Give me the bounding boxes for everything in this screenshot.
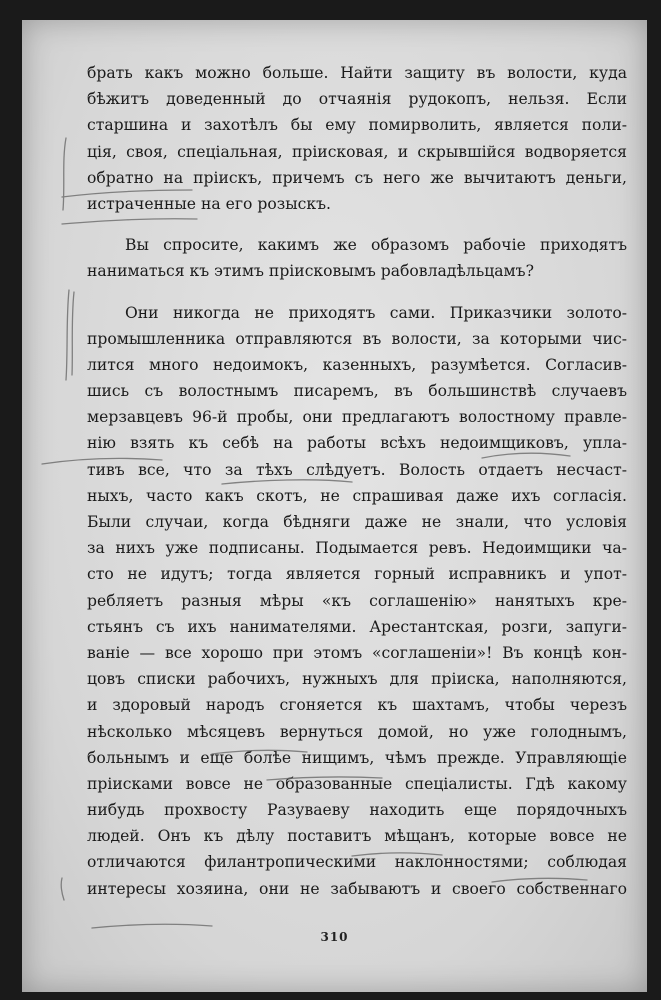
- text-line: людей. Онъ къ дѣлу поставитъ мѣщанъ, которые вовсе не: [87, 827, 627, 846]
- text-line: мерзавцевъ 96-й пробы, они предлагаютъ волостному правле-: [87, 408, 627, 427]
- paragraph-3: [87, 300, 627, 902]
- text-line: стьянъ съ ихъ нанимателями. Арестантская, розги, запуги-: [87, 617, 627, 636]
- text-line: Они никогда не приходятъ сами. Приказчики золото-: [125, 303, 627, 322]
- text-line: нѣсколько мѣсяцевъ вернуться домой, но уже голоднымъ,: [87, 722, 627, 741]
- text-line: старшина и захотѣлъ бы ему помирволить, является поли-: [87, 116, 627, 135]
- text-line: бѣжитъ доведенный до отчаянія рудокопъ, нельзя. Если: [87, 90, 627, 109]
- paragraph-2: [87, 232, 627, 284]
- text-line: обратно на пріискъ, причемъ съ него же вычитаютъ деньги,: [87, 168, 627, 187]
- text-line: Были случаи, когда бѣдняги даже не знали, что условія: [87, 513, 627, 531]
- text-line: ныхъ, часто какъ скотъ, не спрашивая даже ихъ согласія.: [87, 486, 627, 505]
- text-line: истраченные на его розыскъ.: [87, 194, 331, 213]
- text-line: ція, своя, спеціальная, пріисковая, и скрывшійся водворяется: [87, 142, 627, 161]
- page-number: 310: [320, 930, 349, 944]
- underline-6: [92, 924, 212, 928]
- text-line: больнымъ и еще болѣе нищимъ, чѣмъ прежде. Управляющіе: [87, 748, 627, 767]
- text-line: лится много недоимокъ, казенныхъ, разумѣется. Согласив-: [87, 355, 627, 374]
- margin-mark-4: [61, 878, 64, 900]
- text-line: за нихъ уже подписаны. Подымается ревъ. Недоимщики ча-: [87, 539, 627, 558]
- text-line: нію взять къ себѣ на работы всѣхъ недоимщиковъ, упла-: [87, 434, 627, 453]
- text-line: брать какъ можно больше. Найти защиту въ волости, куда: [87, 64, 627, 82]
- text-line: цовъ списки рабочихъ, нужныхъ для пріиска, наполняются,: [87, 670, 627, 689]
- text-line: промышленника отправляются въ волости, за которыми чис-: [87, 329, 627, 348]
- text-line: пріисками вовсе не образованные спеціалисты. Гдѣ какому: [87, 774, 627, 793]
- margin-mark-1: [63, 138, 66, 210]
- text-line: отличаются филантропическими наклонностями; соблюдая: [87, 853, 627, 872]
- text-line: и здоровый народъ сгоняется къ шахтамъ, чтобы черезъ: [87, 696, 627, 715]
- margin-mark-3: [72, 292, 74, 375]
- margin-mark-2: [66, 290, 69, 380]
- book-page: [22, 20, 647, 992]
- body-text: [87, 60, 627, 902]
- text-line: ваніе — все хорошо при этомъ «соглашеніи»! Въ концѣ кон-: [87, 643, 627, 662]
- text-line: Вы спросите, какимъ же образомъ рабочіе приходятъ: [125, 236, 627, 255]
- text-line: шись съ волостнымъ писаремъ, въ большинствѣ случаевъ: [87, 382, 627, 401]
- text-line: ребляетъ разныя мѣры «къ соглашенію» нанятыхъ кре-: [87, 591, 627, 610]
- text-line: сто не идутъ; тогда является горный исправникъ и упот-: [87, 565, 627, 584]
- text-line: наниматься къ этимъ пріисковымъ рабовладѣльцамъ?: [87, 262, 534, 281]
- text-line: интересы хозяина, они не забываютъ и своего собственнаго: [87, 879, 627, 898]
- text-line: тивъ все, что за тѣхъ слѣдуетъ. Волость отдаетъ несчаст-: [87, 460, 627, 479]
- text-line: нибудь прохвосту Разуваеву находить еще порядочныхъ: [87, 801, 627, 820]
- paragraph-1: [87, 60, 627, 217]
